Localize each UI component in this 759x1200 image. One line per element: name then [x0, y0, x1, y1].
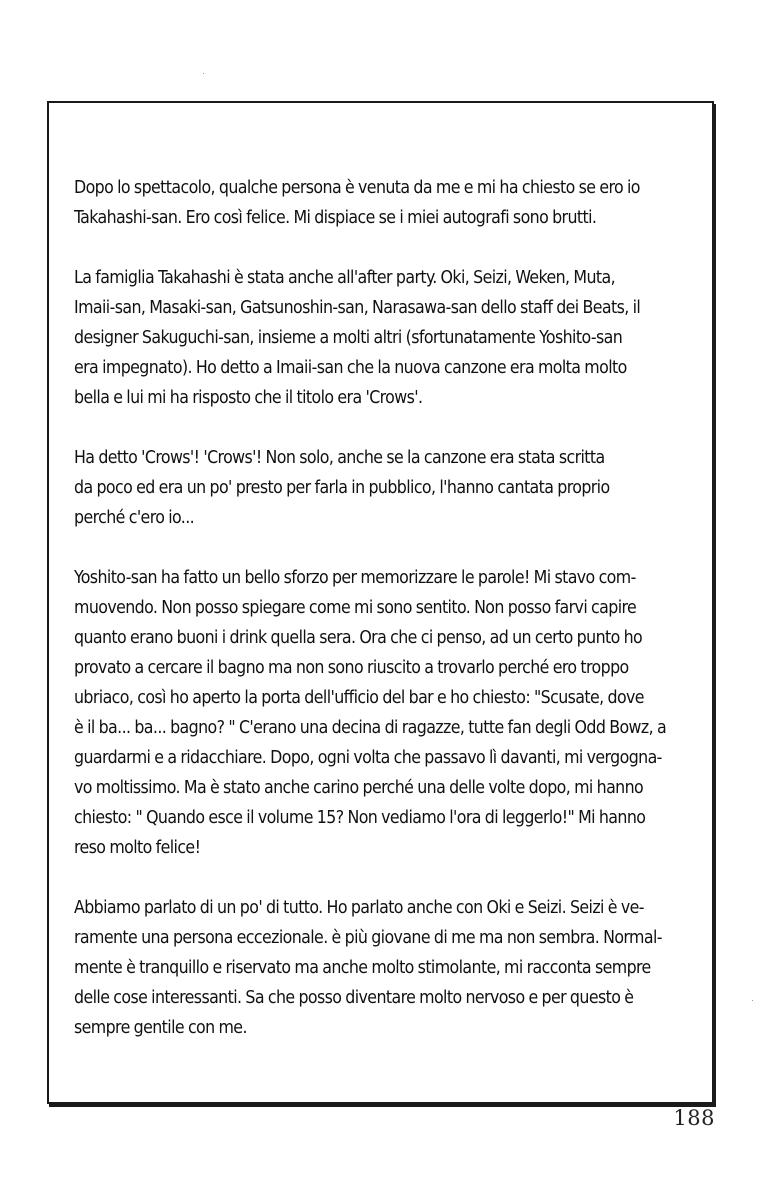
page-number: 188 [673, 1106, 715, 1130]
scan-speck [203, 73, 204, 74]
paragraph-5: Abbiamo parlato di un po' di tutto. Ho parlato anche con Oki e Seizi. Seizi è ve- ramente una persona eccezionale. è più giovane di me ma non sembra. Normal- mente è tranquillo e riservato ma anche molto stimolante, mi racconta sempre delle cose interessanti. Sa che posso diventare molto nervoso e per questo è sempre gentile con me. [74, 898, 662, 1038]
body-text [74, 173, 712, 1073]
paragraph-3: Ha detto 'Crows'! 'Crows'! Non solo, anche se la canzone era stata scritta da poco ed era un po' presto per farla in pubblico, l'hanno cantata proprio perché c'ero io... [74, 448, 610, 528]
paragraph-2: La famiglia Takahashi è stata anche all'after party. Oki, Seizi, Weken, Muta, Imaii-san, Masaki-san, Gatsunoshin-san, Narasawa-san dello staff dei Beats, il designer Sakuguchi-san, insieme a molti altri (sfortunatamente Yoshito-san era impegnato). Ho detto a Imaii-san che la nuova canzone era molta molto bella e lui mi ha risposto che il titolo era 'Crows'. [74, 268, 641, 408]
paragraph-4: Yoshito-san ha fatto un bello sforzo per memorizzare le parole! Mi stavo com- muovendo. Non posso spiegare come mi sono sentito. Non posso farvi capire quanto erano buoni i drink quella sera. Ora che ci penso, ad un certo punto ho provato a cercare il bagno ma non sono riuscito a trovarlo perché ero troppo ubriaco, così ho aperto la porta dell'ufficio del bar e ho chiesto: "Scusate, dove è il ba... ba... bagno? " C'erano una decina di ragazze, tutte fan degli Odd Bowz, a guardarmi e a ridacchiare. Dopo, ogni volta che passavo lì davanti, mi vergogna- vo moltissimo. Ma è stato anche carino perché una delle volte dopo, mi hanno chiesto: " Quando esce il volume 15? Non vediamo l'ora di leggerlo!" Mi hanno reso molto felice! [74, 568, 667, 858]
paragraph-1: Dopo lo spettacolo, qualche persona è venuta da me e mi ha chiesto se ero io Takahashi-san. Ero così felice. Mi dispiace se i miei autografi sono brutti. [74, 178, 640, 228]
scan-speck [752, 1000, 753, 1001]
